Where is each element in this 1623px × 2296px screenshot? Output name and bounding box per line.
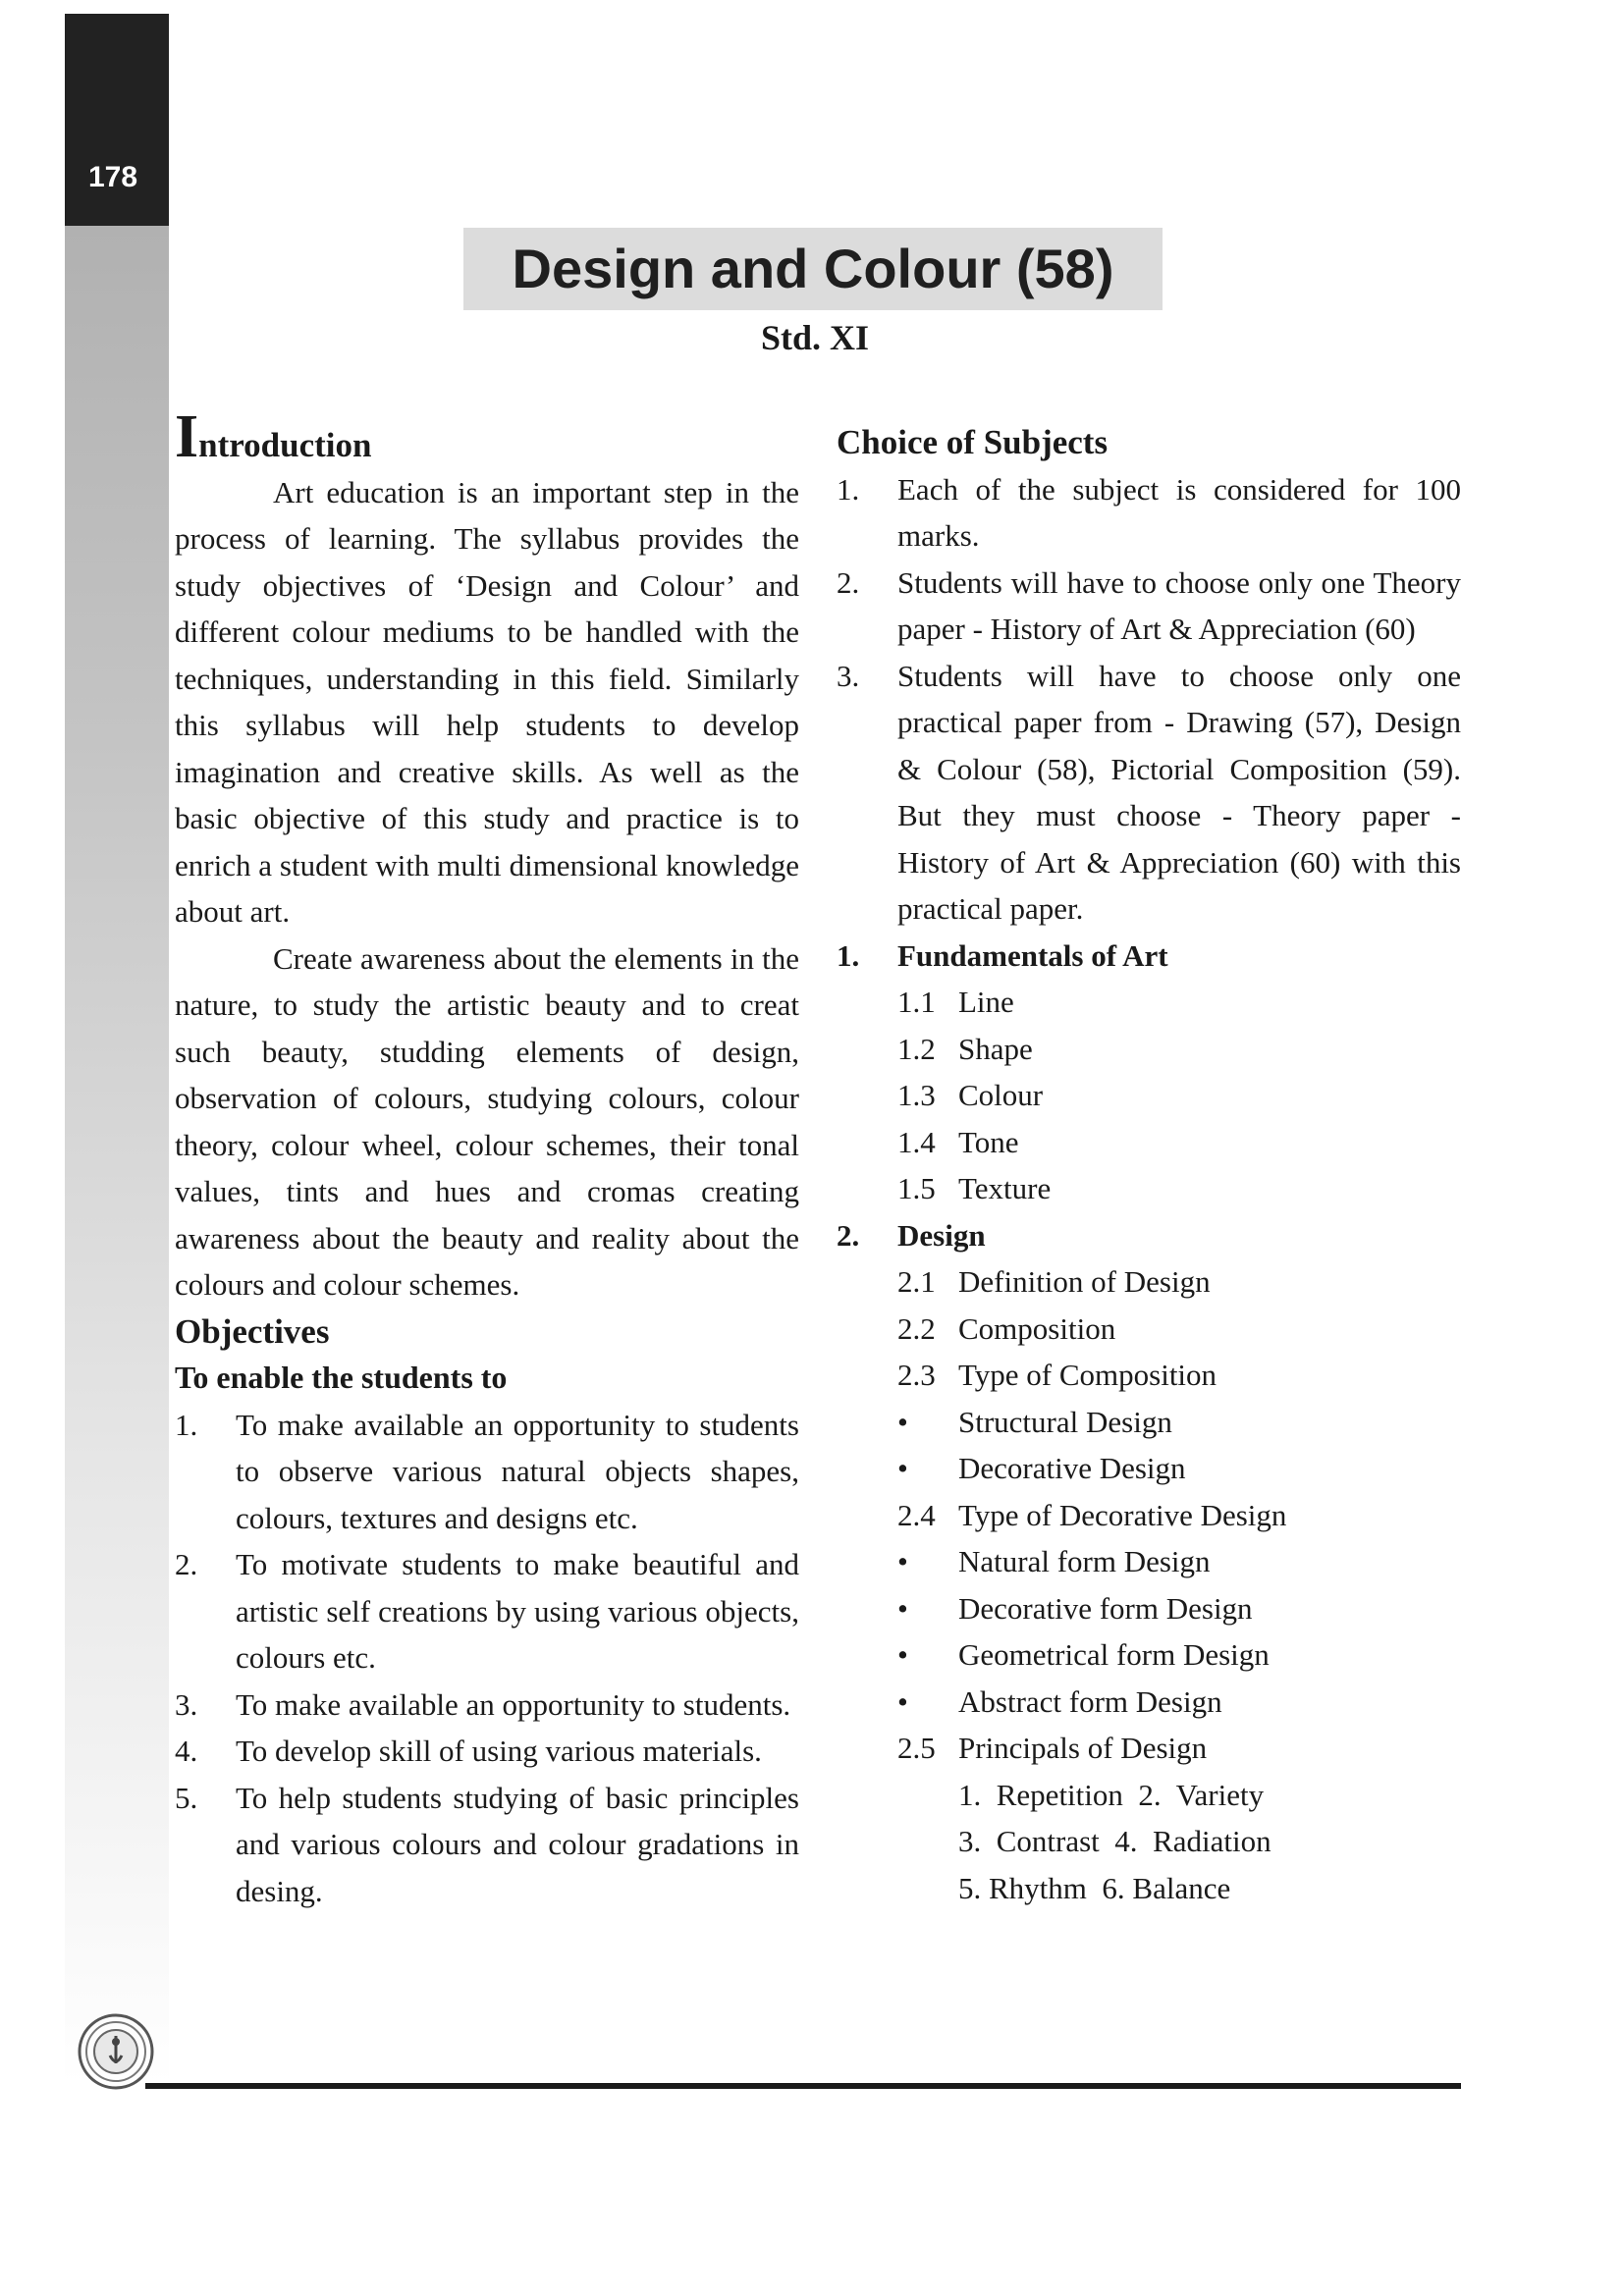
item-value: Shape xyxy=(958,1031,1033,1066)
objectives-list xyxy=(175,1402,799,1915)
item-value: Tone xyxy=(958,1124,1019,1159)
design-heading xyxy=(837,1212,1461,1259)
list-item xyxy=(897,979,1461,1026)
item-value: Abstract form Design xyxy=(958,1683,1222,1719)
item-key: 2.2 xyxy=(897,1310,936,1346)
list-item-text: To develop skill of using various materials. xyxy=(236,1734,762,1768)
list-item xyxy=(897,1165,1461,1212)
list-item-text: To help students studying of basic principles and various colours and colour gradations in desing. xyxy=(236,1780,799,1908)
list-item-text: Students will have to choose only one Theory paper - History of Art & Appreciation (60) xyxy=(897,564,1461,646)
list-item-text: To make available an opportunity to students. xyxy=(236,1686,791,1722)
item-key: 2.4 xyxy=(897,1497,936,1532)
item-value: Geometrical form Design xyxy=(958,1637,1270,1672)
section-number: 1. xyxy=(837,937,860,973)
list-item xyxy=(897,1445,1461,1492)
item-value: Line xyxy=(958,985,1014,1019)
list-item-number: 2. xyxy=(175,1547,198,1581)
list-item xyxy=(175,1728,799,1775)
list-item xyxy=(897,1585,1461,1632)
list-item-number: 2. xyxy=(837,564,860,600)
bullet: • xyxy=(897,1637,908,1672)
list-item xyxy=(897,1352,1461,1399)
footer-rule xyxy=(145,2083,1461,2089)
item-value: Decorative form Design xyxy=(958,1590,1253,1626)
bullet: • xyxy=(897,1544,908,1578)
item-key: 2.1 xyxy=(897,1264,936,1299)
list-item xyxy=(175,1402,799,1542)
board-seal-logo-icon xyxy=(77,2012,155,2091)
item-value: Type of Decorative Design xyxy=(958,1497,1287,1532)
introduction-paragraph-2: Create awareness about the elements in the nature, to study the artistic beauty and to creat such beauty, studding elements of design, observation of colours, studying colours, colour theory, colour wheel, colour schemes, their tonal values, tints and hues and cromas creating awareness about the beauty and reality about the colours and colour schemes. xyxy=(175,940,799,1302)
item-key: 1.1 xyxy=(897,985,936,1019)
list-item-number: 5. xyxy=(175,1780,198,1815)
item-value: Decorative Design xyxy=(958,1451,1186,1485)
section-title: Fundamentals of Art xyxy=(897,937,1168,973)
item-value: Texture xyxy=(958,1171,1052,1205)
list-item xyxy=(837,560,1461,653)
list-item xyxy=(897,1399,1461,1446)
item-value: Colour xyxy=(958,1078,1044,1112)
page-number-box xyxy=(65,14,169,226)
bullet: • xyxy=(897,1404,908,1439)
item-key: 2.5 xyxy=(897,1731,936,1765)
left-column xyxy=(175,403,799,1914)
objectives-heading: Objectives xyxy=(175,1311,330,1351)
item-value: Composition xyxy=(958,1310,1116,1346)
list-item xyxy=(897,1538,1461,1585)
list-item xyxy=(175,1775,799,1915)
section-title: Design xyxy=(897,1217,986,1253)
bullet: • xyxy=(897,1590,908,1626)
item-key: 2.3 xyxy=(897,1358,936,1392)
page-title: Design and Colour (58) xyxy=(463,228,1163,310)
item-key: 1.2 xyxy=(897,1031,936,1066)
fundamentals-heading xyxy=(837,933,1461,980)
list-item-number: 1. xyxy=(837,471,860,507)
list-item xyxy=(897,1306,1461,1353)
bullet: • xyxy=(897,1683,908,1719)
list-item-number: 3. xyxy=(837,658,860,693)
choice-list xyxy=(837,466,1461,980)
list-item xyxy=(837,653,1461,933)
item-value: Type of Composition xyxy=(958,1358,1217,1392)
list-item xyxy=(897,1258,1461,1306)
design-list xyxy=(837,1258,1461,1772)
item-key: 1.3 xyxy=(897,1078,936,1112)
list-item-text: Students will have to choose only one practical paper from - Drawing (57), Design & Colour (58), Pictorial Composition (59). But they must choose - Theory paper - History of Art & Appreciation (60) with this practical paper. xyxy=(897,658,1461,926)
page-number: 178 xyxy=(88,161,138,193)
objectives-subheading: To enable the students to xyxy=(175,1360,508,1395)
list-item-text: To make available an opportunity to students to observe various natural objects shapes, colours, textures and designs etc. xyxy=(236,1407,799,1535)
introduction-heading-text: ntroduction xyxy=(198,426,372,464)
item-key: 1.5 xyxy=(897,1171,936,1205)
choice-heading: Choice of Subjects xyxy=(837,423,1109,461)
item-value: Natural form Design xyxy=(958,1544,1211,1578)
list-item xyxy=(897,1119,1461,1166)
right-column xyxy=(837,419,1461,1911)
item-value: Principals of Design xyxy=(958,1731,1208,1765)
principles-line: 3. Contrast 4. Radiation xyxy=(958,1824,1271,1858)
list-item xyxy=(897,1072,1461,1119)
list-item xyxy=(897,1026,1461,1073)
principles-line: 1. Repetition 2. Variety xyxy=(958,1777,1265,1812)
list-item xyxy=(175,1682,799,1729)
item-value: Definition of Design xyxy=(958,1264,1211,1299)
list-item-text: Each of the subject is considered for 100 marks. xyxy=(897,471,1461,553)
list-item-number: 3. xyxy=(175,1686,198,1722)
item-value: Structural Design xyxy=(958,1404,1172,1439)
introduction-heading xyxy=(175,403,799,470)
list-item xyxy=(897,1631,1461,1679)
list-item xyxy=(897,1492,1461,1539)
principles-list xyxy=(837,1772,1461,1912)
introduction-paragraph-1: Art education is an important step in the process of learning. The syllabus provides the study objectives of ‘Design and Colour’ and different colour mediums to be handled with the techniques, understanding in this field. Similarly this syllabus will help students to develop imagination and creative skills. As well as the basic objective of this study and practice is to enrich a student with multi dimensional knowledge about art. xyxy=(175,474,799,929)
principles-line: 5. Rhythm 6. Balance xyxy=(958,1870,1231,1905)
list-item-number: 1. xyxy=(175,1407,198,1442)
section-number: 2. xyxy=(837,1217,860,1253)
introduction-dropcap: I xyxy=(175,403,199,470)
list-item xyxy=(175,1541,799,1682)
list-item-number: 4. xyxy=(175,1734,198,1768)
item-key: 1.4 xyxy=(897,1124,936,1159)
side-gradient-bar xyxy=(65,14,169,2085)
design-section xyxy=(837,1212,1461,1259)
bullet: • xyxy=(897,1451,908,1485)
list-item-text: To motivate students to make beautiful and artistic self creations by using various objects, colours etc. xyxy=(236,1547,799,1675)
standard-label: Std. XI xyxy=(760,318,870,357)
list-item xyxy=(897,1679,1461,1726)
fundamentals-list xyxy=(837,979,1461,1212)
list-item xyxy=(897,1725,1461,1772)
list-item xyxy=(837,466,1461,560)
